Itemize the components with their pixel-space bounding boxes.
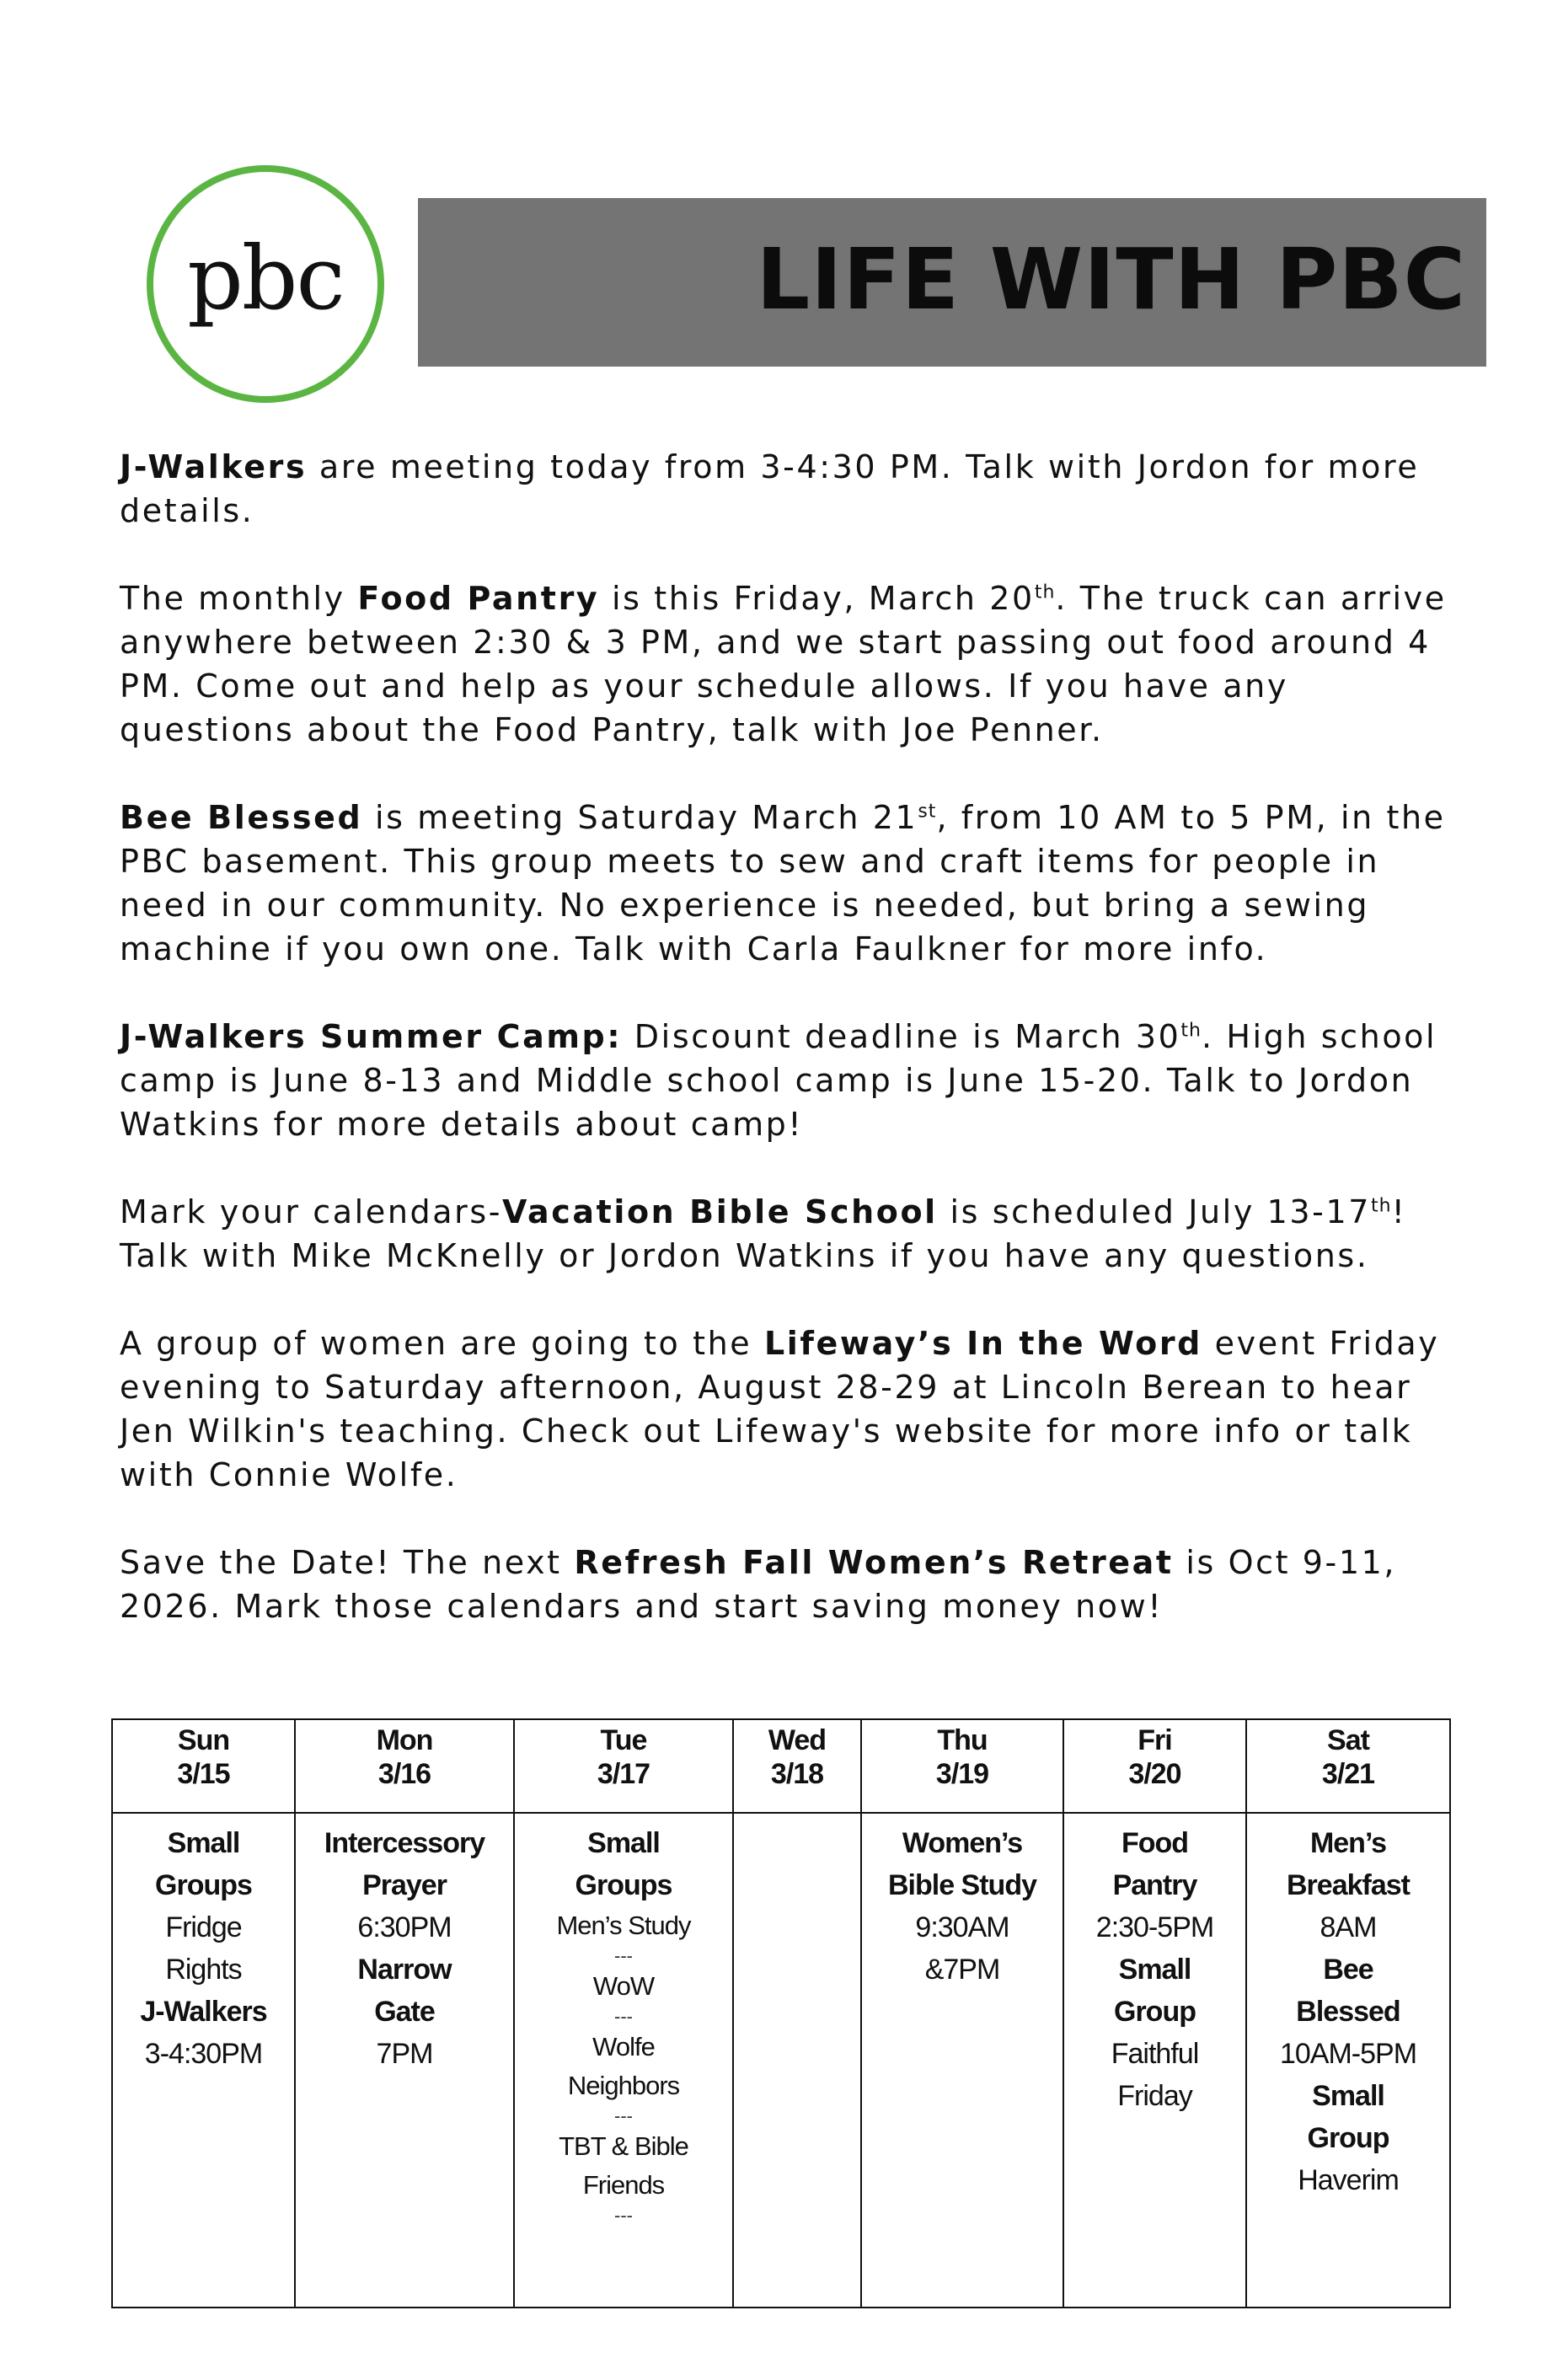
event-title: Small — [1312, 2080, 1384, 2112]
ordinal-suffix: st — [918, 801, 937, 823]
day-name: Thu — [937, 1724, 988, 1756]
title-banner — [418, 198, 1486, 367]
announcement-paragraph — [120, 1321, 1459, 1497]
page-title: LIFE WITH PBC — [756, 230, 1466, 329]
announcement-highlight: J-Walkers Summer Camp: — [120, 1018, 623, 1055]
event-separator: --- — [614, 2205, 633, 2226]
day-header-thu — [861, 1719, 1063, 1813]
event-detail: 3-4:30PM — [144, 2038, 263, 2070]
event-separator: --- — [614, 1945, 633, 1966]
day-date: 3/21 — [1321, 1758, 1375, 1790]
event-detail: Men’s Study — [556, 1911, 691, 1940]
event-detail: Wolfe — [592, 2032, 655, 2061]
announcement-paragraph — [120, 1015, 1459, 1146]
event-title: Bee — [1323, 1954, 1373, 1986]
announcement-paragraph — [120, 576, 1459, 752]
event-title: Small — [167, 1827, 240, 1859]
day-name: Fri — [1138, 1724, 1172, 1756]
event-title: Group — [1307, 2122, 1389, 2154]
announcement-paragraph — [120, 1190, 1459, 1278]
event-title: Small — [587, 1827, 660, 1859]
schedule-events-row — [112, 1813, 1450, 2308]
day-events-sat — [1246, 1813, 1450, 2308]
day-date: 3/15 — [177, 1758, 230, 1790]
event-detail: Rights — [165, 1954, 242, 1986]
ordinal-suffix: th — [1371, 1195, 1392, 1217]
announcement-paragraph — [120, 1541, 1459, 1628]
announcement-text: . The truck can arrive anywhere between 2:30 & 3 PM, and we start passing out food around 4 PM. Come out and help as your schedule allows. If you have any questions about the Food Pantry, talk with Joe Penner. — [120, 580, 1447, 748]
day-date: 3/18 — [770, 1758, 824, 1790]
event-title: Women’s — [902, 1827, 1023, 1859]
pbc-logo — [147, 165, 384, 403]
day-events-tue — [514, 1813, 733, 2308]
event-title: Breakfast — [1287, 1869, 1410, 1901]
announcement-highlight: Lifeway’s In the Word — [763, 1325, 1202, 1362]
day-header-fri — [1063, 1719, 1246, 1813]
event-detail: 7PM — [376, 2038, 433, 2070]
day-name: Sun — [177, 1724, 230, 1756]
day-header-sun — [112, 1719, 295, 1813]
announcement-highlight: Refresh Fall Women’s Retreat — [574, 1544, 1174, 1581]
weekly-schedule-table — [111, 1718, 1451, 2308]
event-detail: 10AM-5PM — [1279, 2038, 1417, 2070]
announcement-text: Mark your calendars- — [120, 1193, 503, 1230]
event-title: J-Walkers — [140, 1996, 267, 2028]
event-title: Small — [1118, 1954, 1191, 1986]
event-detail: Neighbors — [567, 2071, 680, 2100]
event-separator: --- — [614, 2006, 633, 2027]
day-header-sat — [1246, 1719, 1450, 1813]
announcement-text: is meeting Saturday March 21 — [362, 799, 918, 836]
event-title: Gate — [374, 1996, 435, 2028]
announcement-highlight: Vacation Bible School — [502, 1193, 938, 1230]
event-title: Pantry — [1112, 1869, 1197, 1901]
event-title: Bible Study — [887, 1869, 1037, 1901]
day-events-mon — [295, 1813, 514, 2308]
event-detail: Friends — [582, 2170, 665, 2200]
event-title: Men’s — [1309, 1827, 1387, 1859]
event-title: Food — [1121, 1827, 1189, 1859]
announcement-paragraph — [120, 796, 1459, 971]
event-detail: Fridge — [165, 1911, 242, 1943]
event-detail: &7PM — [924, 1954, 1000, 1986]
event-separator: --- — [614, 2105, 633, 2126]
event-title: Prayer — [362, 1869, 447, 1901]
event-detail: Friday — [1117, 2080, 1192, 2112]
event-title: Group — [1114, 1996, 1196, 2028]
event-detail: 8AM — [1320, 1911, 1377, 1943]
day-date: 3/19 — [935, 1758, 989, 1790]
day-name: Sat — [1327, 1724, 1369, 1756]
announcement-text: . High school camp is June 8-13 and Middle school camp is June 15-20. Talk to Jordon Watkins for more details about camp! — [120, 1018, 1437, 1143]
announcement-text: A group of women are going to the — [120, 1325, 764, 1362]
event-detail: 2:30-5PM — [1095, 1911, 1214, 1943]
event-title: Groups — [155, 1869, 252, 1901]
announcement-text: The monthly — [120, 580, 358, 617]
announcement-highlight: J-Walkers — [120, 448, 308, 485]
announcement-text: is Oct 9-11, 2026. Mark those calendars and start saving money now! — [120, 1544, 1397, 1625]
day-name: Tue — [600, 1724, 647, 1756]
announcement-text: , from 10 AM to 5 PM, in the PBC basement. This group meets to sew and craft items for people in need in our community. No experience is needed, but bring a sewing machine if you own one. Talk with Carla Faulkner for more info. — [120, 799, 1446, 968]
announcement-text: ! Talk with Mike McKnelly or Jordon Watkins if you have any questions. — [120, 1193, 1407, 1274]
day-events-sun — [112, 1813, 295, 2308]
day-events-fri — [1063, 1813, 1246, 2308]
day-name: Wed — [768, 1724, 827, 1756]
event-detail: Faithful — [1111, 2038, 1199, 2070]
day-name: Mon — [376, 1724, 433, 1756]
event-title: Intercessory — [324, 1827, 485, 1859]
announcement-paragraph — [120, 445, 1459, 533]
event-title: Narrow — [357, 1954, 452, 1986]
announcement-highlight: Bee Blessed — [120, 799, 363, 836]
day-date: 3/17 — [597, 1758, 650, 1790]
day-events-thu — [861, 1813, 1063, 2308]
announcement-text: Discount deadline is March 30 — [622, 1018, 1181, 1055]
event-detail: 9:30AM — [915, 1911, 1009, 1943]
ordinal-suffix: th — [1180, 1020, 1202, 1042]
event-detail: Haverim — [1298, 2164, 1399, 2196]
day-date: 3/20 — [1128, 1758, 1181, 1790]
announcement-highlight: Food Pantry — [357, 580, 600, 617]
ordinal-suffix: th — [1034, 582, 1056, 603]
event-title: Groups — [575, 1869, 672, 1901]
event-title: Blessed — [1296, 1996, 1400, 2028]
announcement-text: event Friday evening to Saturday afternoon, August 28-29 at Lincoln Berean to hear Jen Wilkin's teaching. Check out Lifeway's website for more info or talk with Connie Wolfe. — [120, 1325, 1440, 1493]
day-date: 3/16 — [377, 1758, 431, 1790]
day-header-tue — [514, 1719, 733, 1813]
event-detail: WoW — [592, 1971, 655, 2001]
announcements-section — [120, 445, 1459, 1672]
event-detail: 6:30PM — [357, 1911, 452, 1943]
day-events-wed — [733, 1813, 861, 2308]
event-detail: TBT & Bible — [559, 2131, 688, 2161]
announcement-text: are meeting today from 3-4:30 PM. Talk with Jordon for more details. — [120, 448, 1420, 529]
schedule-header-row — [112, 1719, 1450, 1813]
day-header-wed — [733, 1719, 861, 1813]
announcement-text: is this Friday, March 20 — [599, 580, 1035, 617]
announcement-text: is scheduled July 13-17 — [937, 1193, 1372, 1230]
logo-text: pbc — [187, 227, 344, 330]
announcement-text: Save the Date! The next — [120, 1544, 575, 1581]
day-header-mon — [295, 1719, 514, 1813]
